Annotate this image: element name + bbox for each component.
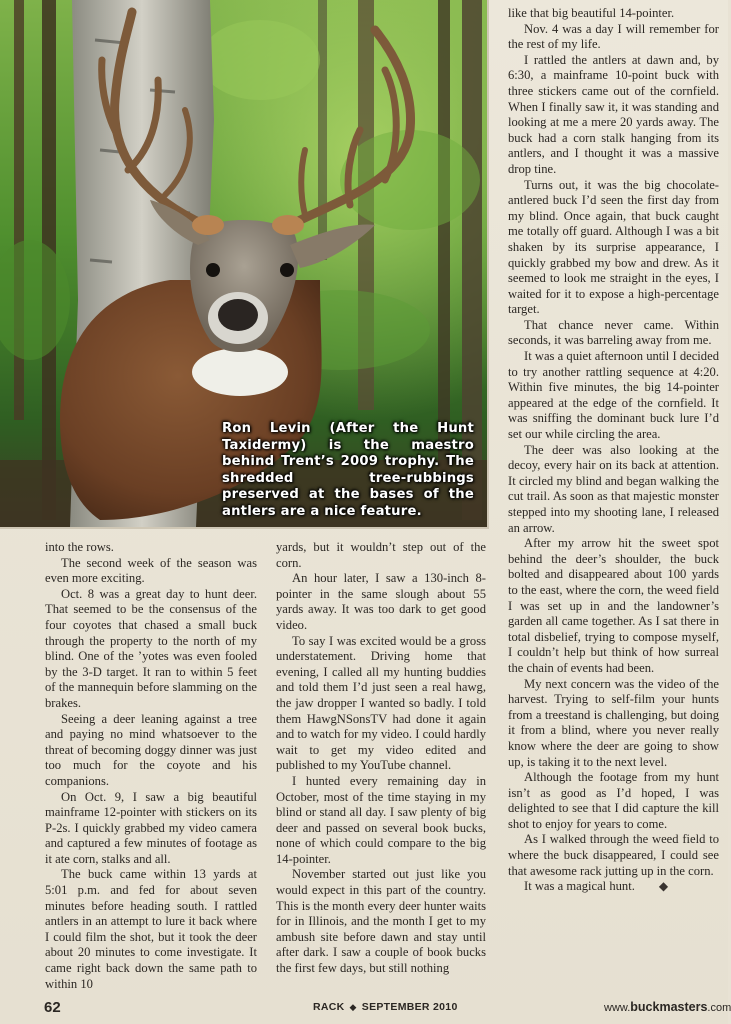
deer-nose — [218, 299, 258, 331]
photo-caption: Ron Levin (After the Hunt Taxidermy) is the maestro behind Trent’s 2009 trophy. The shredded tree-rubbings preserved at the bases of the antlers are a nice feature. — [222, 421, 474, 519]
diamond-icon: ◆ — [349, 1002, 357, 1012]
deer-eye-right — [280, 263, 294, 277]
article-paragraph: That chance never came. Within seconds, it was barreling away from me. — [508, 317, 719, 348]
article-paragraph: The deer was also looking at the decoy, every hair on its back at attention. It circled my blind and began walking the cut trail. As soon as that majestic monster stepped into my shooting lane, I released an arrow. — [508, 442, 719, 535]
article-paragraph: November started out just like you would expect in this part of the country. This is the month every deer hunter waits for in Illinois, and the month I get to my ambush site before dawn and stay until after dark. I saw a couple of book bucks the first few days, but still nothing — [276, 867, 486, 976]
throat-patch — [192, 348, 288, 396]
article-paragraph: An hour later, I saw a 130-inch 8-pointer in the same slough about 55 yards away. It was too dark to get good video. — [276, 571, 486, 632]
article-paragraph: Turns out, it was the big chocolate-antlered buck I’d seen the first day from my blind. Once again, that buck caught me totally off guard. Although I was a bit shaken by its surprise appearance, I quickly grabbed my bow and drew. As it seemed to look me straight in the eyes, I waited for it to expose a high-percentage target. — [508, 177, 719, 317]
deer-eye-left — [206, 263, 220, 277]
page-footer — [0, 998, 731, 1024]
article-paragraph: The second week of the season was even more exciting. — [45, 555, 257, 586]
article-paragraph: As I walked through the weed field to where the buck disappeared, I could see that awesome rack jutting up in the corn. — [508, 832, 719, 878]
article-paragraph: After my arrow hit the sweet spot behind the deer’s shoulder, the buck bolted and disappeared about 100 yards to the east, where the corn, the weed field I was set up in and the landowner’s garden all came together. As I sat there in total disbelief, trying to compose myself, I couldn’t help but think of how surreal the chain of events had been. — [508, 536, 719, 675]
issue-date: SEPTEMBER 2010 — [361, 1001, 458, 1013]
page-number: 62 — [44, 999, 61, 1016]
end-mark-icon: ◆ — [658, 879, 669, 894]
article-paragraph: yards, but it wouldn’t step out of the corn. — [276, 540, 486, 570]
article-paragraph: into the rows. — [45, 540, 114, 554]
article-paragraph: It was a magical hunt. ◆ — [524, 879, 669, 894]
article-paragraph: On Oct. 9, I saw a big beautiful mainframe 12-pointer with stickers on its P-2s. I quickly grabbed my video camera and captured a few minutes of footage as it ate corn, stalks and all. — [45, 789, 257, 866]
article-paragraph: I rattled the antlers at dawn and, by 6:30, a mainframe 10-point buck with three stickers came out of the cornfield. When I finally saw it, it was standing and looking at me a mere 20 yards away. The buck had a corn stalk hanging from its antlers, and I thought it was a massive drop tine. — [508, 52, 719, 176]
background-tree — [318, 0, 327, 260]
article-paragraph: I hunted every remaining day in October, most of the time staying in my blind or stand all day. I saw plenty of big deer and passed on several book bucks, none of which could compare to the big 14-pointer. — [276, 773, 486, 866]
article-paragraph: Oct. 8 was a great day to hunt deer. That seemed to be the consensus of the four coyotes that chased a small buck through the property to the north of my blind. One of the ’yotes was even fooled by the 3-D target. It ran to within 5 feet of the mannequin before slamming on the brakes. — [45, 586, 257, 710]
article-paragraph: To say I was excited would be a gross understatement. Driving home that evening, I called all my hunting buddies and told them I’d just seen a real hawg, the jaw dropper I wanted so badly. I told them HawgNSonsTV had done it again and to watch for my video. I could hardly wait to get my video edited and published to my YouTube channel. — [276, 633, 486, 773]
article-column-2 — [276, 540, 486, 977]
article-column-3 — [508, 6, 719, 895]
article-column-1 — [45, 540, 257, 992]
background-tree — [438, 0, 450, 470]
article-paragraph: My next concern was the video of the harvest. Trying to self-film your hunts from a treestand is challenging, but doing it from a blind, where you never really know where the deer are going to show up, is taking it to the next level. — [508, 676, 719, 769]
article-paragraph: Seeing a deer leaning against a tree and paying no mind whatsoever to the threat of becoming doggy dinner was just too much for the coyote and his companions. — [45, 711, 257, 788]
publication-line — [313, 1001, 458, 1013]
website-name: buckmasters — [630, 1000, 708, 1014]
article-paragraph: like that big beautiful 14-pointer. — [508, 6, 675, 20]
article-paragraph: The buck came within 13 yards at 5:01 p.m. and fed for about seven minutes before heading south. I rattled antlers in an attempt to lure it back where I could film the shot, but it took the deer about 20 minutes to come investigate. It came right back down the same path to within 10 — [45, 867, 257, 991]
article-paragraph: It was a quiet afternoon until I decided to try another rattling sequence at 4:20. Within five minutes, the big 14-pointer appeared at the edge of the cornfield. It was sniffing the dominant buck lure I’d set our while circling the area. — [508, 349, 719, 442]
article-paragraph: Nov. 4 was a day I will remember for the rest of my life. — [508, 21, 719, 52]
magazine-name: RACK — [313, 1001, 345, 1013]
website-url: www.buckmasters.com — [604, 1000, 731, 1014]
article-paragraph: Although the footage from my hunt isn’t as good as I’d hoped, I was delighted to see that I did capture the kill shot to enjoy for years to come. — [508, 770, 719, 831]
